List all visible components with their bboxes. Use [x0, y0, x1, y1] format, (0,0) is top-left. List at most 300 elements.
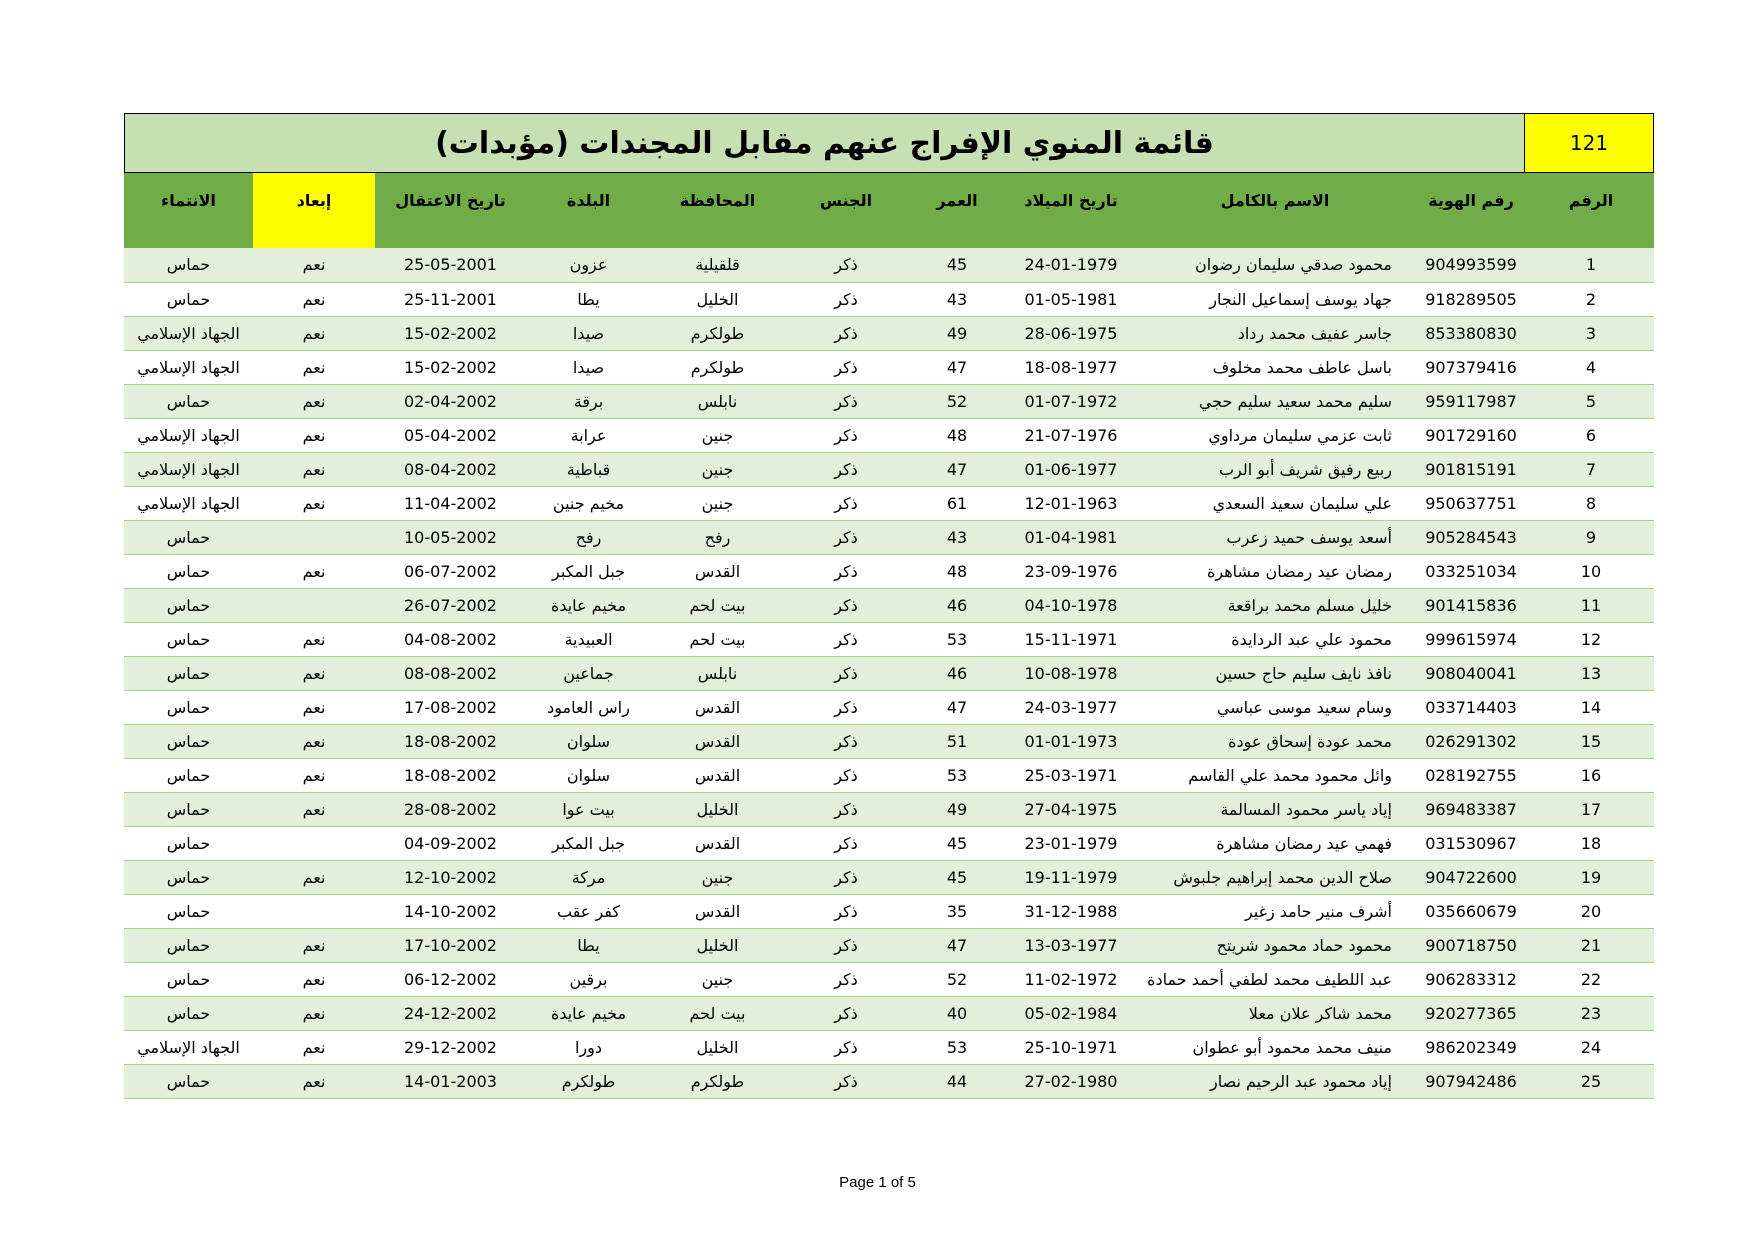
- cell-deport: نعم: [302, 561, 326, 581]
- cell-arrest-date: 26-07-2002: [404, 595, 497, 615]
- cell-governorate: القدس: [694, 731, 741, 751]
- cell-affiliation: حماس: [166, 867, 211, 887]
- cell-id: 950637751: [1425, 493, 1517, 513]
- cell-arrest-date: 24-12-2002: [404, 1003, 497, 1023]
- cell-town: مخيم عايدة: [550, 595, 627, 615]
- cell-id: 026291302: [1425, 731, 1517, 751]
- cell-name: ثابت عزمي سليمان مرداوي: [1208, 425, 1392, 445]
- col-header-deport: إبعاد: [253, 173, 375, 248]
- cell-id: 918289505: [1425, 289, 1517, 309]
- cell-dob: 24-03-1977: [1024, 697, 1118, 717]
- cell-affiliation: حماس: [166, 663, 211, 683]
- cell-affiliation: حماس: [166, 1003, 211, 1023]
- cell-arrest-date: 17-08-2002: [404, 697, 497, 717]
- table-row: [124, 554, 1654, 588]
- cell-gender: ذكر: [834, 459, 858, 479]
- cell-name: وائل محمود محمد علي القاسم: [1188, 765, 1392, 785]
- cell-gender: ذكر: [834, 969, 858, 989]
- cell-town: جبل المكبر: [552, 833, 625, 853]
- cell-affiliation: حماس: [166, 799, 211, 819]
- cell-num: 17: [1580, 799, 1602, 819]
- cell-id: 905284543: [1425, 527, 1517, 547]
- cell-age: 43: [946, 527, 968, 547]
- cell-affiliation: حماس: [166, 731, 211, 751]
- cell-town: سلوان: [566, 765, 611, 785]
- cell-name: أسعد يوسف حميد زعرب: [1226, 527, 1392, 547]
- cell-affiliation: حماس: [166, 1071, 211, 1091]
- cell-dob: 28-06-1975: [1024, 323, 1118, 343]
- cell-affiliation: حماس: [166, 391, 211, 411]
- cell-gender: ذكر: [834, 697, 858, 717]
- cell-id: 031530967: [1425, 833, 1517, 853]
- cell-deport: نعم: [302, 255, 326, 275]
- cell-affiliation: حماس: [166, 629, 211, 649]
- table-row: [124, 792, 1654, 826]
- cell-affiliation: حماس: [166, 255, 211, 275]
- col-header-governorate: المحافظة: [679, 191, 756, 210]
- table-row: [124, 928, 1654, 962]
- cell-governorate: القدس: [694, 697, 741, 717]
- cell-num: 2: [1585, 289, 1597, 309]
- cell-town: عرابة: [570, 425, 607, 445]
- cell-name: سليم محمد سعيد سليم حجي: [1198, 391, 1392, 411]
- cell-id: 901729160: [1425, 425, 1517, 445]
- cell-gender: ذكر: [834, 289, 858, 309]
- cell-id: 853380830: [1425, 323, 1517, 343]
- cell-id: 986202349: [1425, 1037, 1517, 1057]
- cell-dob: 25-10-1971: [1024, 1037, 1118, 1057]
- table-row: [124, 962, 1654, 996]
- cell-deport: نعم: [302, 289, 326, 309]
- col-header-town: البلدة: [566, 191, 611, 210]
- cell-age: 49: [946, 799, 968, 819]
- cell-id: 959117987: [1425, 391, 1517, 411]
- cell-governorate: بيت لحم: [689, 629, 746, 649]
- cell-dob: 01-06-1977: [1024, 459, 1118, 479]
- col-header-affiliation: الانتماء: [161, 191, 216, 210]
- cell-gender: ذكر: [834, 527, 858, 547]
- cell-governorate: طولكرم: [690, 1071, 745, 1091]
- cell-age: 47: [946, 935, 968, 955]
- cell-name: جهاد يوسف إسماعيل النجار: [1209, 289, 1392, 309]
- cell-deport: نعم: [302, 1071, 326, 1091]
- table-row: [124, 1030, 1654, 1064]
- cell-name: محمود صدقي سليمان رضوان: [1195, 255, 1392, 275]
- cell-gender: ذكر: [834, 493, 858, 513]
- table-row: [124, 622, 1654, 656]
- cell-gender: ذكر: [834, 663, 858, 683]
- cell-gender: ذكر: [834, 765, 858, 785]
- cell-name: فهمي عيد رمضان مشاهرة: [1216, 833, 1392, 853]
- cell-dob: 12-01-1963: [1024, 493, 1118, 513]
- cell-age: 40: [946, 1003, 968, 1023]
- cell-gender: ذكر: [834, 595, 858, 615]
- cell-governorate: الخليل: [696, 799, 739, 819]
- cell-arrest-date: 11-04-2002: [404, 493, 497, 513]
- cell-affiliation: حماس: [166, 935, 211, 955]
- table-header-row: [124, 173, 1654, 248]
- table-row: [124, 894, 1654, 928]
- cell-arrest-date: 02-04-2002: [404, 391, 497, 411]
- cell-name: رمضان عيد رمضان مشاهرة: [1207, 561, 1392, 581]
- cell-dob: 10-08-1978: [1024, 663, 1118, 683]
- cell-deport: نعم: [302, 1037, 326, 1057]
- cell-affiliation: الجهاد الإسلامي: [137, 323, 240, 343]
- cell-age: 53: [946, 765, 968, 785]
- cell-gender: ذكر: [834, 1037, 858, 1057]
- cell-dob: 04-10-1978: [1024, 595, 1118, 615]
- cell-governorate: القدس: [694, 901, 741, 921]
- cell-name: باسل عاطف محمد مخلوف: [1212, 357, 1392, 377]
- cell-num: 10: [1580, 561, 1602, 581]
- cell-gender: ذكر: [834, 391, 858, 411]
- page-footer: Page 1 of 5: [839, 1174, 916, 1191]
- cell-name: علي سليمان سعيد السعدي: [1212, 493, 1392, 513]
- table-row: [124, 860, 1654, 894]
- cell-town: برقة: [573, 391, 604, 411]
- cell-governorate: نابلس: [697, 391, 738, 411]
- cell-name: إياد محمود عبد الرحيم نصار: [1210, 1071, 1392, 1091]
- cell-name: منيف محمد محمود أبو عطوان: [1192, 1037, 1392, 1057]
- cell-gender: ذكر: [834, 833, 858, 853]
- cell-deport: نعم: [302, 799, 326, 819]
- cell-town: كفر عقب: [557, 901, 620, 921]
- cell-governorate: القدس: [694, 833, 741, 853]
- cell-num: 1: [1585, 255, 1597, 275]
- cell-num: 22: [1580, 969, 1602, 989]
- cell-gender: ذكر: [834, 629, 858, 649]
- cell-id: 904722600: [1425, 867, 1517, 887]
- cell-name: محمود علي عبد الردايدة: [1231, 629, 1392, 649]
- cell-name: وسام سعيد موسى عباسي: [1216, 697, 1392, 717]
- cell-deport: نعم: [302, 1003, 326, 1023]
- cell-affiliation: حماس: [166, 833, 211, 853]
- cell-affiliation: حماس: [166, 561, 211, 581]
- cell-gender: ذكر: [834, 357, 858, 377]
- cell-id: 900718750: [1425, 935, 1517, 955]
- prisoners-table: [124, 173, 1654, 1099]
- cell-id: 907942486: [1425, 1071, 1517, 1091]
- cell-deport: نعم: [302, 697, 326, 717]
- cell-town: دورا: [574, 1037, 603, 1057]
- cell-affiliation: حماس: [166, 969, 211, 989]
- cell-age: 47: [946, 357, 968, 377]
- cell-dob: 05-02-1984: [1024, 1003, 1118, 1023]
- cell-num: 5: [1585, 391, 1597, 411]
- table-row: [124, 656, 1654, 690]
- table-row: [124, 996, 1654, 1030]
- col-header-name: الاسم بالكامل: [1220, 191, 1330, 210]
- cell-dob: 13-03-1977: [1024, 935, 1118, 955]
- cell-id: 904993599: [1425, 255, 1517, 275]
- cell-id: 907379416: [1425, 357, 1517, 377]
- cell-gender: ذكر: [834, 799, 858, 819]
- cell-name: عبد اللطيف محمد لطفي أحمد حمادة: [1147, 969, 1392, 989]
- cell-dob: 23-09-1976: [1024, 561, 1118, 581]
- cell-dob: 24-01-1979: [1024, 255, 1118, 275]
- cell-deport: [253, 588, 375, 622]
- cell-dob: 01-05-1981: [1024, 289, 1118, 309]
- cell-age: 53: [946, 1037, 968, 1057]
- col-header-arrest-date: تاريخ الاعتقال: [395, 191, 506, 210]
- table-row: [124, 350, 1654, 384]
- cell-affiliation: الجهاد الإسلامي: [137, 1037, 240, 1057]
- cell-num: 24: [1580, 1037, 1602, 1057]
- col-header-age: العمر: [936, 191, 978, 210]
- cell-age: 52: [946, 391, 968, 411]
- cell-gender: ذكر: [834, 1003, 858, 1023]
- cell-town: مخيم جنين: [552, 493, 625, 513]
- cell-num: 9: [1585, 527, 1597, 547]
- cell-dob: 31-12-1988: [1024, 901, 1118, 921]
- cell-age: 46: [946, 595, 968, 615]
- cell-name: إياد ياسر محمود المسالمة: [1220, 799, 1392, 819]
- table-row: [124, 248, 1654, 282]
- cell-num: 19: [1580, 867, 1602, 887]
- cell-deport: نعم: [302, 867, 326, 887]
- cell-num: 13: [1580, 663, 1602, 683]
- cell-arrest-date: 28-08-2002: [404, 799, 497, 819]
- cell-name: محمود حماد محمود شريتح: [1216, 935, 1392, 955]
- cell-dob: 15-11-1971: [1024, 629, 1118, 649]
- cell-arrest-date: 08-04-2002: [404, 459, 497, 479]
- cell-num: 3: [1585, 323, 1597, 343]
- cell-affiliation: حماس: [166, 527, 211, 547]
- cell-dob: 23-01-1979: [1024, 833, 1118, 853]
- cell-num: 12: [1580, 629, 1602, 649]
- cell-name: جاسر عفيف محمد رداد: [1237, 323, 1392, 343]
- cell-name: ربيع رفيق شريف أبو الرب: [1218, 459, 1392, 479]
- cell-name: خليل مسلم محمد براقعة: [1227, 595, 1392, 615]
- list-number: 121: [1524, 114, 1653, 172]
- table-row: [124, 588, 1654, 622]
- cell-governorate: رفح: [704, 527, 731, 547]
- cell-town: يطا: [577, 935, 600, 955]
- cell-arrest-date: 04-09-2002: [404, 833, 497, 853]
- table-row: [124, 690, 1654, 724]
- cell-deport: نعم: [302, 425, 326, 445]
- cell-dob: 01-07-1972: [1024, 391, 1118, 411]
- cell-deport: [253, 826, 375, 860]
- cell-num: 21: [1580, 935, 1602, 955]
- cell-age: 45: [946, 833, 968, 853]
- cell-id: 969483387: [1425, 799, 1517, 819]
- cell-age: 46: [946, 663, 968, 683]
- cell-num: 6: [1585, 425, 1597, 445]
- cell-gender: ذكر: [834, 255, 858, 275]
- cell-id: 901415836: [1425, 595, 1517, 615]
- cell-affiliation: حماس: [166, 595, 211, 615]
- cell-dob: 27-04-1975: [1024, 799, 1118, 819]
- cell-governorate: بيت لحم: [689, 1003, 746, 1023]
- cell-num: 8: [1585, 493, 1597, 513]
- cell-arrest-date: 04-08-2002: [404, 629, 497, 649]
- cell-governorate: نابلس: [697, 663, 738, 683]
- table-row: [124, 282, 1654, 316]
- cell-governorate: الخليل: [696, 935, 739, 955]
- cell-deport: نعم: [302, 391, 326, 411]
- cell-affiliation: الجهاد الإسلامي: [137, 425, 240, 445]
- cell-governorate: القدس: [694, 561, 741, 581]
- cell-town: مخيم عايدة: [550, 1003, 627, 1023]
- cell-num: 14: [1580, 697, 1602, 717]
- cell-age: 43: [946, 289, 968, 309]
- cell-town: يطا: [577, 289, 600, 309]
- cell-num: 18: [1580, 833, 1602, 853]
- cell-arrest-date: 15-02-2002: [404, 323, 497, 343]
- table-row: [124, 316, 1654, 350]
- cell-age: 48: [946, 561, 968, 581]
- cell-governorate: جنين: [701, 867, 734, 887]
- cell-deport: نعم: [302, 765, 326, 785]
- cell-deport: نعم: [302, 629, 326, 649]
- cell-id: 028192755: [1425, 765, 1517, 785]
- table-row: [124, 758, 1654, 792]
- cell-num: 23: [1580, 1003, 1602, 1023]
- cell-age: 53: [946, 629, 968, 649]
- cell-age: 45: [946, 255, 968, 275]
- cell-arrest-date: 15-02-2002: [404, 357, 497, 377]
- cell-deport: نعم: [302, 935, 326, 955]
- cell-deport: نعم: [302, 969, 326, 989]
- cell-dob: 18-08-1977: [1024, 357, 1118, 377]
- cell-id: 999615974: [1425, 629, 1517, 649]
- cell-governorate: الخليل: [696, 1037, 739, 1057]
- cell-dob: 11-02-1972: [1024, 969, 1118, 989]
- cell-deport: نعم: [302, 731, 326, 751]
- cell-age: 49: [946, 323, 968, 343]
- cell-gender: ذكر: [834, 901, 858, 921]
- cell-id: 901815191: [1425, 459, 1517, 479]
- table-row: [124, 452, 1654, 486]
- cell-affiliation: الجهاد الإسلامي: [137, 493, 240, 513]
- cell-id: 033251034: [1425, 561, 1517, 581]
- cell-arrest-date: 05-04-2002: [404, 425, 497, 445]
- col-header-num: الرقم: [1568, 191, 1614, 210]
- cell-arrest-date: 17-10-2002: [404, 935, 497, 955]
- cell-id: 906283312: [1425, 969, 1517, 989]
- cell-affiliation: حماس: [166, 901, 211, 921]
- cell-num: 11: [1580, 595, 1602, 615]
- cell-dob: 25-03-1971: [1024, 765, 1118, 785]
- table-row: [124, 520, 1654, 554]
- cell-gender: ذكر: [834, 935, 858, 955]
- cell-age: 61: [946, 493, 968, 513]
- cell-governorate: الخليل: [696, 289, 739, 309]
- cell-deport: [253, 520, 375, 554]
- cell-arrest-date: 12-10-2002: [404, 867, 497, 887]
- table-row: [124, 418, 1654, 452]
- cell-affiliation: حماس: [166, 765, 211, 785]
- cell-age: 51: [946, 731, 968, 751]
- cell-gender: ذكر: [834, 731, 858, 751]
- cell-age: 47: [946, 697, 968, 717]
- cell-age: 45: [946, 867, 968, 887]
- table-row: [124, 1064, 1654, 1098]
- title-row: [124, 113, 1654, 173]
- cell-town: رفح: [575, 527, 602, 547]
- cell-town: عزون: [569, 255, 608, 275]
- cell-town: قباطية: [566, 459, 611, 479]
- cell-governorate: جنين: [701, 459, 734, 479]
- cell-town: برقين: [569, 969, 608, 989]
- cell-dob: 01-04-1981: [1024, 527, 1118, 547]
- cell-gender: ذكر: [834, 425, 858, 445]
- col-header-dob: تاريخ الميلاد: [1024, 191, 1118, 210]
- cell-arrest-date: 06-07-2002: [404, 561, 497, 581]
- cell-governorate: بيت لحم: [689, 595, 746, 615]
- cell-id: 033714403: [1425, 697, 1517, 717]
- cell-town: مركة: [571, 867, 606, 887]
- cell-arrest-date: 14-10-2002: [404, 901, 497, 921]
- cell-name: نافذ نايف سليم حاج حسين: [1215, 663, 1392, 683]
- cell-arrest-date: 25-11-2001: [404, 289, 497, 309]
- col-header-id: رقم الهوية: [1428, 191, 1514, 210]
- cell-name: أشرف منير حامد زغير: [1244, 901, 1392, 921]
- cell-deport: نعم: [302, 323, 326, 343]
- cell-town: بيت عوا: [562, 799, 615, 819]
- cell-town: صيدا: [572, 357, 605, 377]
- cell-gender: ذكر: [834, 1071, 858, 1091]
- cell-gender: ذكر: [834, 323, 858, 343]
- cell-num: 16: [1580, 765, 1602, 785]
- cell-governorate: القدس: [694, 765, 741, 785]
- cell-governorate: طولكرم: [690, 357, 745, 377]
- cell-name: محمد شاكر علان معلا: [1248, 1003, 1392, 1023]
- cell-town: طولكرم: [561, 1071, 616, 1091]
- cell-age: 44: [946, 1071, 968, 1091]
- table-row: [124, 384, 1654, 418]
- cell-num: 25: [1580, 1071, 1602, 1091]
- cell-gender: ذكر: [834, 561, 858, 581]
- table-row: [124, 486, 1654, 520]
- cell-arrest-date: 25-05-2001: [404, 255, 497, 275]
- cell-gender: ذكر: [834, 867, 858, 887]
- cell-governorate: قلقيلية: [695, 255, 740, 275]
- cell-age: 48: [946, 425, 968, 445]
- cell-governorate: جنين: [701, 969, 734, 989]
- cell-dob: 21-07-1976: [1024, 425, 1118, 445]
- cell-deport: نعم: [302, 493, 326, 513]
- cell-town: راس العامود: [547, 697, 630, 717]
- cell-id: 908040041: [1425, 663, 1517, 683]
- cell-num: 7: [1585, 459, 1597, 479]
- cell-arrest-date: 10-05-2002: [404, 527, 497, 547]
- cell-num: 20: [1580, 901, 1602, 921]
- cell-arrest-date: 08-08-2002: [404, 663, 497, 683]
- cell-name: محمد عودة إسحاق عودة: [1228, 731, 1392, 751]
- cell-affiliation: الجهاد الإسلامي: [137, 459, 240, 479]
- cell-town: جبل المكبر: [552, 561, 625, 581]
- cell-age: 35: [946, 901, 968, 921]
- cell-deport: [253, 894, 375, 928]
- cell-arrest-date: 18-08-2002: [404, 765, 497, 785]
- cell-age: 52: [946, 969, 968, 989]
- cell-governorate: طولكرم: [690, 323, 745, 343]
- cell-dob: 27-02-1980: [1024, 1071, 1118, 1091]
- cell-affiliation: حماس: [166, 697, 211, 717]
- cell-affiliation: الجهاد الإسلامي: [137, 357, 240, 377]
- cell-governorate: جنين: [701, 493, 734, 513]
- cell-num: 4: [1585, 357, 1597, 377]
- cell-deport: نعم: [302, 459, 326, 479]
- cell-town: العبيدية: [564, 629, 613, 649]
- cell-age: 47: [946, 459, 968, 479]
- cell-id: 035660679: [1425, 901, 1517, 921]
- cell-id: 920277365: [1425, 1003, 1517, 1023]
- document-title: قائمة المنوي الإفراج عنهم مقابل المجندات (مؤبدات): [125, 114, 1524, 172]
- table-row: [124, 724, 1654, 758]
